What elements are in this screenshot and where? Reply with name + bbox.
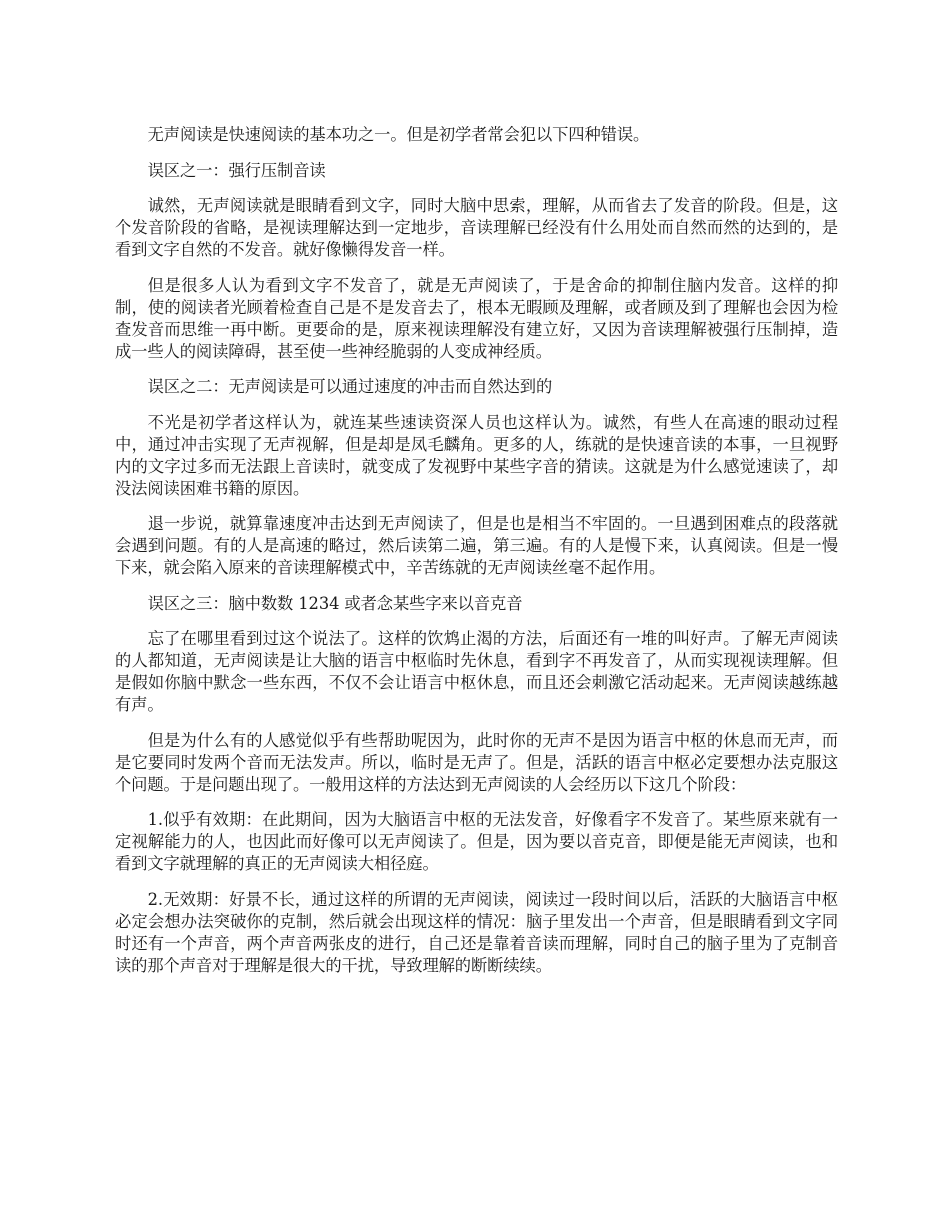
- section-heading-misconception-3: 误区之三：脑中数数 1234 或者念某些字来以音克音: [147, 593, 523, 613]
- stage-paragraph-1: 1.似乎有效期：在此期间，因为大脑语言中枢的无法发音，好像看字不发音了。某些原来就有一定视解能力的人，也因此而好像可以无声阅读了。但是，因为要以音克音，即便是能无声阅读，也和看到文字就理解的真正的无声阅读大相径庭。: [115, 810, 838, 873]
- document-body: [115, 124, 838, 990]
- body-paragraph: 但是为什么有的人感觉似乎有些帮助呢因为，此时你的无声不是因为语言中枢的休息而无声，而是它要同时发两个音而无法发声。所以，临时是无声了。但是，活跃的语言中枢必定要想办法克服这个问题。于是问题出现了。一般用这样的方法达到无声阅读的人会经历以下这几个阶段：: [115, 730, 838, 794]
- body-paragraph: 退一步说，就算靠速度冲击达到无声阅读了，但是也是相当不牢固的。一旦遇到困难点的段落就会遇到问题。有的人是高速的略过，然后读第二遍，第三遍。有的人是慢下来，认真阅读。但是一慢下来，就会陷入原来的音读理解模式中，辛苦练就的无声阅读丝毫不起作用。: [115, 514, 838, 577]
- body-paragraph: 但是很多人认为看到文字不发音了，就是无声阅读了，于是舍命的抑制住脑内发音。这样的抑制，使的阅读者光顾着检查自己是不是发音去了，根本无暇顾及理解，或者顾及到了理解也会因为检查发音而思维一再中断。更要命的是，原来视读理解没有建立好，又因为音读理解被强行压制掉，造成一些人的阅读障碍，甚至使一些神经脆弱的人变成神经质。: [115, 275, 838, 361]
- section-heading-misconception-1: 误区之一：强行压制音读: [147, 160, 326, 180]
- section-heading-misconception-2: 误区之二：无声阅读是可以通过速度的冲击而自然达到的: [147, 377, 553, 396]
- intro-paragraph: 无声阅读是快速阅读的基本功之一。但是初学者常会犯以下四种错误。: [147, 125, 650, 144]
- stage-paragraph-2: 2.无效期：好景不长，通过这样的所谓的无声阅读，阅读过一段时间以后，活跃的大脑语言中枢必定会想办法突破你的克制，然后就会出现这样的情况：脑子里发出一个声音，但是眼睛看到文字同时还有一个声音，两个声音两张皮的进行，自己还是靠着音读而理解，同时自己的脑子里为了克制音读的那个声音对于理解是很大的干扰，导致理解的断断续续。: [115, 889, 838, 975]
- body-paragraph: 不光是初学者这样认为，就连某些速读资深人员也这样认为。诚然，有些人在高速的眼动过程中，通过冲击实现了无声视解，但是却是凤毛麟角。更多的人，练就的是快速音读的本事，一旦视野内的文字过多而无法跟上音读时，就变成了发视野中某些字音的猜读。这就是为什么感觉速读了，却没法阅读困难书籍的原因。: [115, 412, 838, 498]
- body-paragraph: 忘了在哪里看到过这个说法了。这样的饮鸩止渴的方法，后面还有一堆的叫好声。了解无声阅读的人都知道，无声阅读是让大脑的语言中枢临时先休息，看到字不再发音了，从而实现视读理解。但是假如你脑中默念一些东西，不仅不会让语言中枢休息，而且还会刺激它活动起来。无声阅读越练越有声。: [115, 629, 838, 714]
- body-paragraph: 诚然，无声阅读就是眼睛看到文字，同时大脑中思索，理解，从而省去了发音的阶段。但是，这个发音阶段的省略，是视读理解达到一定地步，音读理解已经没有什么用处而自然而然的达到的，是看到文字自然的不发音。就好像懒得发音一样。: [115, 196, 838, 259]
